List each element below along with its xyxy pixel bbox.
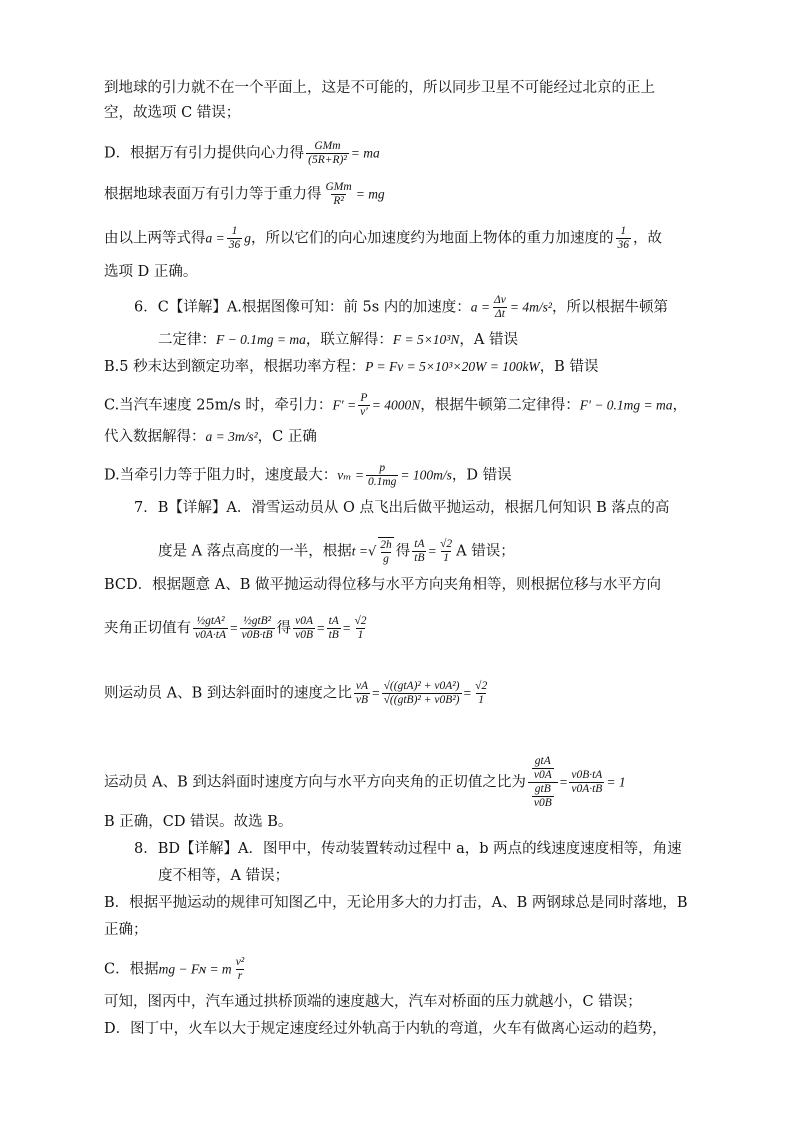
fraction	[569, 769, 604, 796]
fraction	[382, 680, 462, 707]
numerator: 2h	[380, 539, 392, 551]
text: C．根据	[104, 961, 159, 978]
text-line	[104, 225, 662, 252]
denominator: g	[383, 553, 389, 565]
text-line: 则运动员 A、B 到达斜面时的速度之比 $\frac{vA}{vB}$ = √((gtA)² + v0A²) √((gtB)² + v0B²) = $\frac{√2}{1}$	[104, 680, 488, 706]
fraction	[193, 615, 228, 642]
denominator: v0A·tA	[195, 629, 226, 641]
text: ，所以它们的向心加速度约为地面上物体的重力加速度的	[251, 230, 614, 247]
formula-lhs: mg − Fɴ = m	[158, 961, 232, 977]
text-line	[134, 294, 668, 321]
numerator: √2	[354, 615, 367, 627]
fraction	[240, 615, 275, 642]
text-line: D．图丁中，火车以大于规定速度经过外轨高于内轨的弯道，火车有做离心运动的趋势，	[104, 1021, 667, 1037]
text: ，C 正确	[257, 429, 317, 445]
text-line	[104, 392, 687, 419]
text: ，故	[633, 230, 662, 247]
numerator: tA	[328, 615, 339, 627]
formula-rhs: = 100m/s	[400, 467, 452, 483]
numerator: vA	[355, 680, 368, 692]
denominator: v0B	[295, 629, 313, 641]
text: 二定律：	[158, 332, 216, 348]
fraction	[358, 392, 370, 419]
formula: F − 0.1mg = ma	[216, 332, 306, 347]
denominator: r	[237, 970, 243, 982]
text: D．根据万有引力提供向心力得	[104, 145, 305, 162]
text: 度是 A 落点高度的一半，根据	[158, 543, 352, 560]
fraction	[473, 680, 489, 707]
fraction	[352, 615, 368, 642]
text: D.当牵引力等于阻力时，速度最大：	[104, 467, 338, 484]
denominator: v0B·tB	[241, 629, 273, 641]
numerator: √2	[475, 680, 488, 692]
denominator: 1	[478, 694, 485, 706]
formula-rhs: = 4m/s²	[509, 299, 552, 315]
formula: P = Fv = 5×10³×20W = 100kW	[365, 359, 540, 374]
denominator: v0B	[533, 797, 552, 809]
text: 根据地球表面万有引力等于重力得	[104, 186, 322, 203]
denominator: tB	[328, 629, 339, 641]
denominator: 1	[443, 552, 450, 564]
fraction	[378, 537, 394, 566]
fraction	[438, 538, 454, 565]
numerator: Δv	[494, 294, 506, 306]
denominator: 36	[228, 239, 241, 251]
text: 夹角正切值有	[104, 620, 191, 637]
fraction	[327, 615, 341, 642]
text: 得	[276, 620, 292, 637]
fraction	[293, 615, 315, 642]
text: 代入数据解得：	[104, 429, 206, 445]
numerator: √((gtA)² + v0A²)	[383, 680, 460, 692]
formula-lhs: t =	[351, 543, 368, 559]
text-line: 8．BD【详解】A．图甲中，传动装置转动过程中 a，b 两点的线速度速度相等，角速	[134, 841, 682, 857]
fraction	[366, 462, 398, 489]
numerator: v0A	[295, 615, 313, 627]
formula-lhs: a =	[470, 299, 491, 315]
formula-rhs: = mg	[355, 186, 385, 202]
text-line	[104, 140, 380, 167]
numerator: p	[379, 462, 386, 474]
text: 由以上两等式得	[104, 230, 206, 247]
denominator: v′	[360, 406, 368, 418]
numerator: ½gtB²	[243, 615, 272, 627]
formula: F′ − 0.1mg = ma	[579, 397, 673, 413]
text: 则运动员 A、B 到达斜面时的速度之比	[104, 685, 352, 702]
numerator	[528, 755, 558, 782]
denominator: 1	[357, 629, 364, 641]
text-line: 7．B【详解】A．滑雪运动员从 O 点飞出后做平抛运动，根据几何知识 B 落点的高	[134, 500, 670, 516]
text-line: 空，故选项 C 错误；	[104, 105, 241, 121]
text: 得	[395, 543, 411, 560]
numerator: √2	[440, 538, 453, 550]
text-line: 夹角正切值有 ½gtA² v0A·tA = ½gtB² v0B·tB 得 $\frac{v0A}{v0B}$ = $\frac{tA}{tB}$ = $\frac{√2}{1}$	[104, 615, 367, 641]
text: ，A 错误	[459, 332, 518, 348]
formula-var: g	[244, 230, 251, 246]
denominator: (5R+R)²	[308, 154, 347, 166]
text-line: B．根据平抛运动的规律可知图乙中，无论用多大的力打击，A、B 两钢球总是同时落地，B	[104, 895, 688, 911]
text-line	[158, 330, 518, 350]
formula-lhs: F′ =	[332, 397, 357, 413]
text-line: BCD．根据题意 A、B 做平抛运动得位移与水平方向夹角相等，则根据位移与水平方向	[104, 577, 661, 593]
text-line: 度不相等，A 错误；	[158, 868, 290, 884]
numerator: GMm	[314, 140, 341, 152]
sqrt-sign: √	[367, 544, 377, 560]
formula-rhs: = 4000N	[371, 397, 421, 413]
text-line: B 正确，CD 错误。故选 B。	[104, 814, 293, 830]
fraction	[492, 294, 508, 321]
text-line	[104, 181, 385, 208]
numerator: v²	[235, 956, 245, 968]
text-line: 度是 A 落点高度的一半，根据t =√ $\frac{2h}{g}$ 得 $\frac{tA}{tB}$ = $\frac{√2}{1}$ A 错误；	[158, 538, 515, 565]
text: ，	[672, 397, 688, 414]
numerator: 1	[231, 225, 238, 237]
text: ，B 错误	[539, 359, 599, 375]
formula-lhs: vₘ =	[337, 467, 364, 483]
text-line	[104, 956, 248, 983]
text-line	[104, 427, 317, 447]
denominator: vB	[355, 694, 368, 706]
text-line: 正确；	[104, 922, 148, 938]
formula-lhs: a =	[205, 230, 225, 246]
formula-rhs: = 1	[606, 774, 626, 790]
text-line	[104, 462, 512, 489]
numerator: ½gtA²	[196, 615, 225, 627]
numerator: v0B·tA	[571, 769, 603, 781]
text-line	[104, 357, 598, 377]
denominator: Δt	[495, 308, 505, 320]
denominator: R²	[333, 195, 344, 207]
formula: F = 5×10³N	[392, 332, 460, 347]
text: 6．C【详解】A.根据图像可知：前 5s 内的加速度：	[134, 299, 471, 316]
text-line: 选项 D 正确。	[104, 264, 198, 280]
fraction	[324, 181, 354, 208]
denominator	[528, 782, 558, 810]
denominator: 0.1mg	[367, 476, 397, 488]
fraction	[306, 140, 349, 167]
numerator: 1	[620, 225, 627, 237]
formula: a = 3m/s²	[205, 429, 258, 444]
numerator: gtB	[534, 783, 551, 795]
denominator: tB	[414, 552, 425, 564]
denominator: 36	[617, 239, 629, 251]
text: ，联立解得：	[305, 332, 393, 348]
numerator: P	[360, 392, 368, 404]
text-line: 可知，图丙中，汽车通过拱桥顶端的速度越大，汽车对桥面的压力就越小，C 错误；	[104, 994, 642, 1010]
text: 运动员 A、B 到达斜面时速度方向与水平方向夹角的正切值之比为	[104, 774, 526, 791]
formula-rhs: = ma	[350, 145, 380, 161]
numerator: tA	[414, 538, 425, 550]
fraction	[616, 225, 632, 252]
text: B.5 秒末达到额定功率，根据功率方程：	[104, 359, 366, 375]
text-line: 到地球的引力就不在一个平面上，这是不可能的，所以同步卫星不可能经过北京的正上	[104, 80, 655, 96]
text: ，所以根据牛顿第	[551, 299, 668, 316]
numerator: GMm	[325, 181, 352, 193]
denominator: v0A	[533, 769, 552, 781]
fraction	[234, 956, 247, 983]
denominator: v0A·tB	[571, 783, 603, 795]
text-line: 运动员 A、B 到达斜面时速度方向与水平方向夹角的正切值之比为 gtA v0A gtB v0B = $\frac{v0B\cdot tA}{v0A\cdot tB}$ = 1	[104, 755, 626, 809]
fraction	[354, 680, 370, 707]
text: ，根据牛顿第二定律得：	[420, 397, 580, 414]
fraction	[412, 538, 426, 565]
text: C.当汽车速度 25m/s 时，牵引力：	[104, 397, 333, 414]
fraction	[227, 225, 243, 252]
numerator: gtA	[534, 755, 551, 767]
text: A 错误；	[456, 543, 515, 560]
text: ，D 错误	[451, 467, 512, 484]
compound-fraction	[528, 755, 558, 810]
denominator: √((gtB)² + v0B²)	[383, 694, 460, 706]
